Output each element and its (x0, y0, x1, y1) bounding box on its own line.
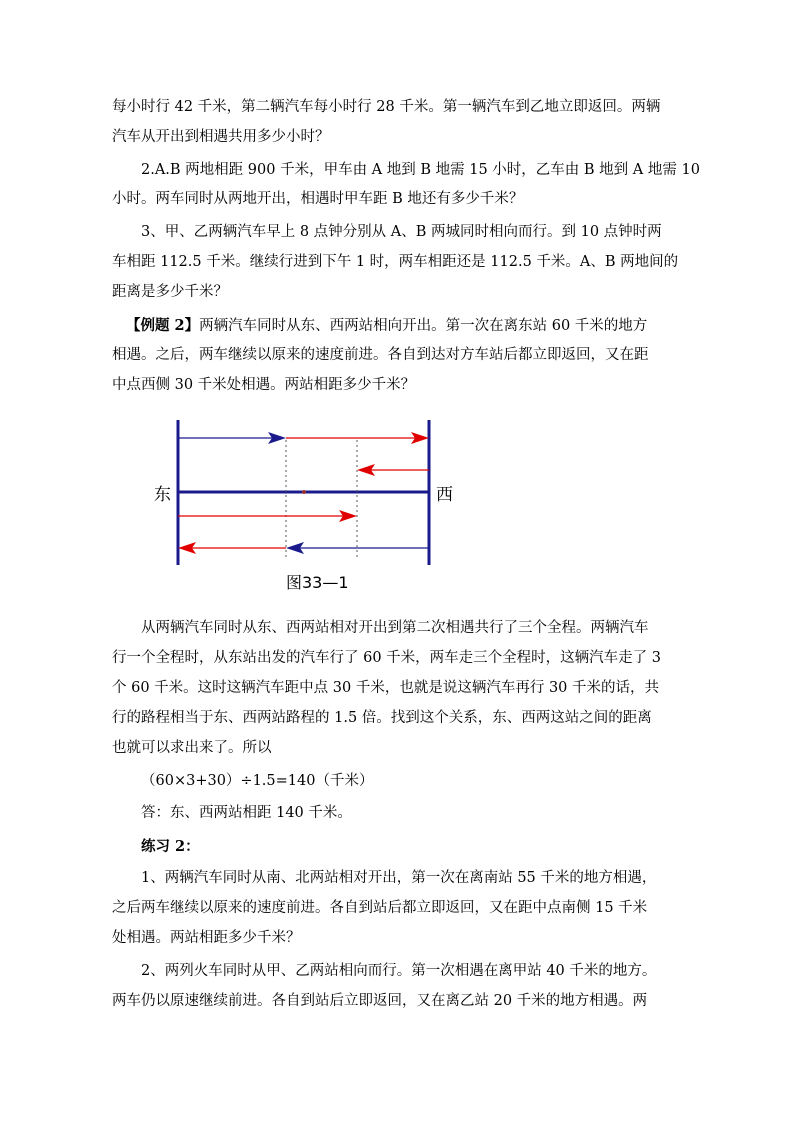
practice-2-q1-line: 1、两辆汽车同时从南、北两站相对开出，第一次在离南站 55 千米的地方相遇， (141, 870, 657, 886)
practice-2-q2-line: 两车仍以原速继续前进。各自到站后立即返回，又在离乙站 20 千米的地方相遇。两 (112, 993, 648, 1009)
practice-2-q1-line: 处相遇。两站相距多少千米？ (112, 930, 301, 946)
solution-line: 行的路程相当于东、西两站路程的 1.5 倍。找到这个关系，东、西两这站之间的距离 (112, 710, 652, 726)
example-2-line: 中点西侧 30 千米处相遇。两站相距多少千米？ (112, 377, 416, 393)
practice-question-3-line: 距离是多少千米？ (112, 284, 228, 300)
example-2-label: 【例题 2】 (126, 317, 200, 334)
solution-line: 个 60 千米。这时这辆汽车距中点 30 千米，也就是说这辆汽车再行 30 千米的话，共 (112, 680, 660, 696)
practice-title: 练习 2： (141, 838, 200, 855)
practice-question-2-line: 2.A.B 两地相距 900 千米，甲车由 A 地到 B 地需 15 小时，乙车由 B 地到 A 地需 10 (141, 162, 700, 178)
label-west: 西 (436, 485, 453, 505)
solution-line: 行一个全程时，从东站出发的汽车行了 60 千米，两车走三个全程时，这辆汽车走了 3 (112, 650, 662, 666)
practice-2-q1-line: 之后两车继续以原来的速度前进。各自到站后都立即返回，又在距中点南侧 15 千米 (112, 900, 648, 916)
midpoint-dot (302, 490, 306, 494)
figure-caption: 图33—1 (286, 573, 349, 592)
formula-line: （60×3+30）÷1.5=140（千米） (141, 773, 374, 789)
journey-diagram (140, 410, 470, 600)
example-2-line: 相遇。之后，两车继续以原来的速度前进。各自到达对方车站后都立即返回，又在距 (112, 347, 649, 363)
practice-question-3-line: 车相距 112.5 千米。继续行进到下午 1 时，两车相距还是 112.5 千米。A、B 两地间的 (112, 254, 679, 270)
practice-question-2-line: 小时。两车同时从两地开出，相遇时甲车距 B 地还有多少千米？ (112, 191, 524, 207)
text-line: 每小时行 42 千米，第二辆汽车每小时行 28 千米。第一辆汽车到乙地立即返回。两辆 (112, 99, 661, 115)
solution-line: 也就可以求出来了。所以 (112, 740, 272, 756)
example-2-text: 两辆汽车同时从东、西两站相向开出。第一次在离东站 60 千米的地方 (199, 318, 648, 334)
practice-2-q2-line: 2、两列火车同时从甲、乙两站相向而行。第一次相遇在离甲站 40 千米的地方。 (141, 963, 657, 979)
text-line: 汽车从开出到相遇共用多少小时？ (112, 129, 330, 145)
answer-line: 答：东、西两站相距 140 千米。 (141, 805, 352, 821)
solution-line: 从两辆汽车同时从东、西两站相对开出到第二次相遇共行了三个全程。两辆汽车 (141, 620, 649, 636)
practice-question-3-line: 3、甲、乙两辆汽车早上 8 点钟分别从 A、B 两城同时相向而行。到 10 点钟时两 (141, 224, 662, 240)
example-2-line (126, 311, 726, 342)
label-east: 东 (154, 485, 171, 505)
